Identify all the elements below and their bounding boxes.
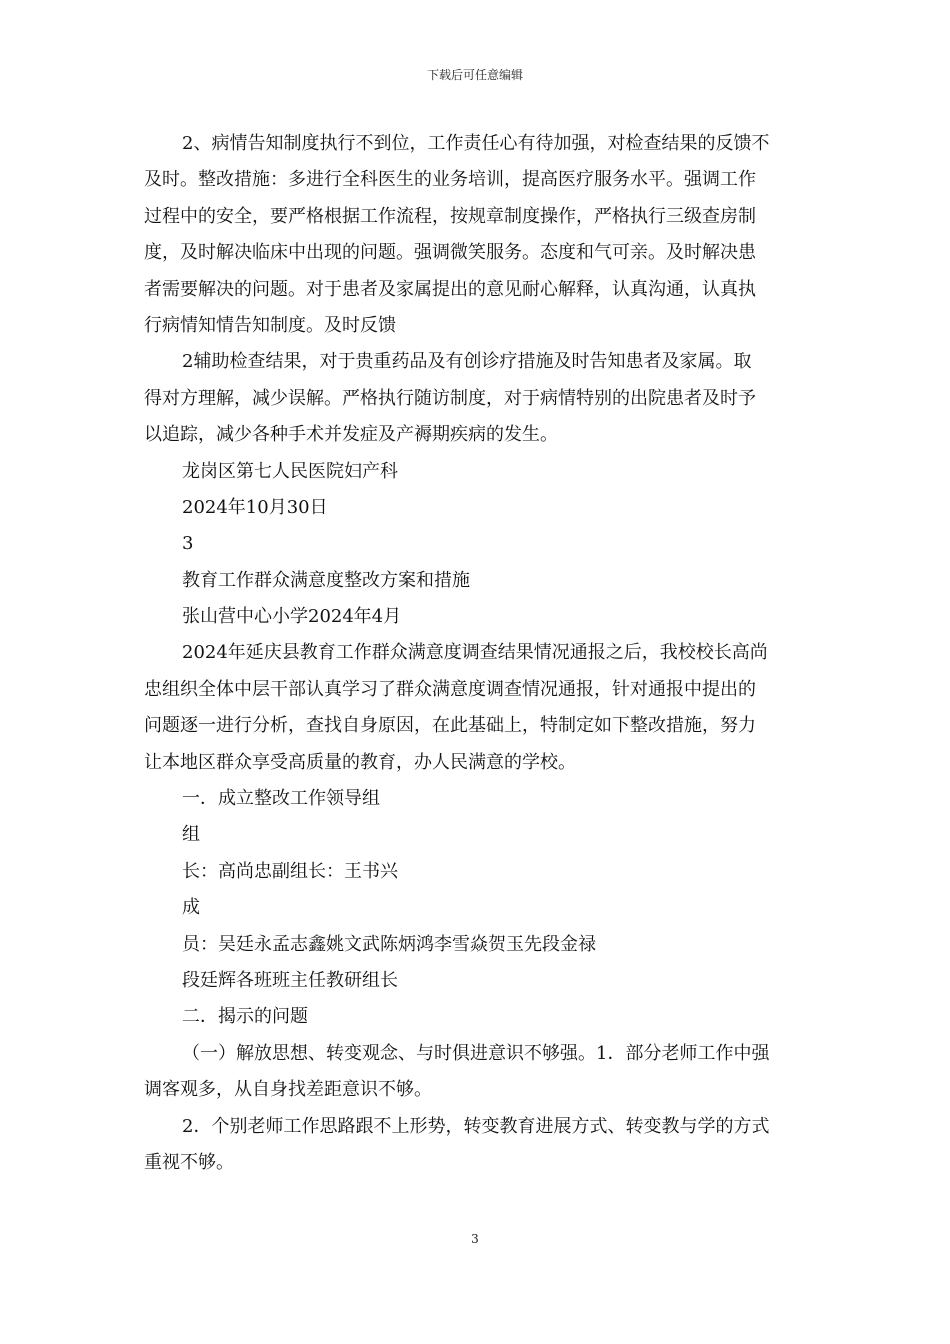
text-line: 以追踪，减少各种手术并发症及产褥期疾病的发生。 bbox=[144, 424, 558, 446]
text-line: 得对方理解，减少误解。严格执行随访制度，对于病情特别的出院患者及时予 bbox=[144, 387, 756, 409]
text-line: 龙岗区第七人民医院妇产科 bbox=[182, 460, 398, 482]
text-line: 2．个别老师工作思路跟不上形势，转变教育进展方式、转变教与学的方式 bbox=[182, 1115, 770, 1137]
text-line: 及时。整改措施：多进行全科医生的业务培训，提高医疗服务水平。强调工作 bbox=[144, 169, 756, 191]
text-line: 问题逐一进行分析，查找自身原因，在此基础上，特制定如下整改措施，努力 bbox=[144, 715, 756, 737]
text-line: 组 bbox=[182, 824, 200, 846]
text-line: 员：吴廷永孟志鑫姚文武陈炳鸿李雪焱贺玉先段金禄 bbox=[182, 933, 596, 955]
document-body bbox=[144, 126, 806, 1181]
text-line: 2辅助检查结果，对于贵重药品及有创诊疗措施及时告知患者及家属。取 bbox=[182, 351, 752, 373]
text-line: 度，及时解决临床中出现的问题。强调微笑服务。态度和气可亲。及时解决患 bbox=[144, 242, 756, 264]
text-line: 一．成立整改工作领导组 bbox=[182, 788, 380, 810]
text-line: 2、病情告知制度执行不到位，工作责任心有待加强，对检查结果的反馈不 bbox=[182, 133, 770, 154]
page-number: 3 bbox=[471, 1232, 479, 1246]
text-line: （一）解放思想、转变观念、与时俱进意识不够强。1．部分老师工作中强 bbox=[182, 1042, 770, 1064]
text-line: 张山营中心小学2024年4月 bbox=[182, 606, 402, 628]
text-line: 教育工作群众满意度整改方案和措施 bbox=[182, 569, 470, 591]
page-header: 下载后可任意编辑 bbox=[426, 68, 523, 82]
text-line: 二．揭示的问题 bbox=[182, 1006, 308, 1028]
text-line: 忠组织全体中层干部认真学习了群众满意度调查情况通报，针对通报中提出的 bbox=[144, 678, 756, 700]
text-line: 长：高尚忠副组长：王书兴 bbox=[182, 860, 398, 882]
text-line: 让本地区群众享受高质量的教育，办人民满意的学校。 bbox=[144, 751, 576, 773]
text-line: 3 bbox=[182, 533, 194, 555]
text-line: 重视不够。 bbox=[144, 1151, 234, 1173]
text-line: 段廷辉各班班主任教研组长 bbox=[182, 969, 398, 991]
text-line: 成 bbox=[182, 897, 200, 919]
text-line: 2024年延庆县教育工作群众满意度调查结果情况通报之后，我校校长高尚 bbox=[182, 642, 768, 664]
text-line: 者需要解决的问题。对于患者及家属提出的意见耐心解释，认真沟通，认真执 bbox=[144, 278, 756, 300]
text-line: 行病情知情告知制度。及时反馈 bbox=[144, 314, 396, 336]
text-line: 调客观多，从自身找差距意识不够。 bbox=[144, 1079, 432, 1101]
text-line: 2024年10月30日 bbox=[182, 496, 328, 518]
text-line: 过程中的安全，要严格根据工作流程，按规章制度操作，严格执行三级查房制 bbox=[144, 205, 756, 227]
